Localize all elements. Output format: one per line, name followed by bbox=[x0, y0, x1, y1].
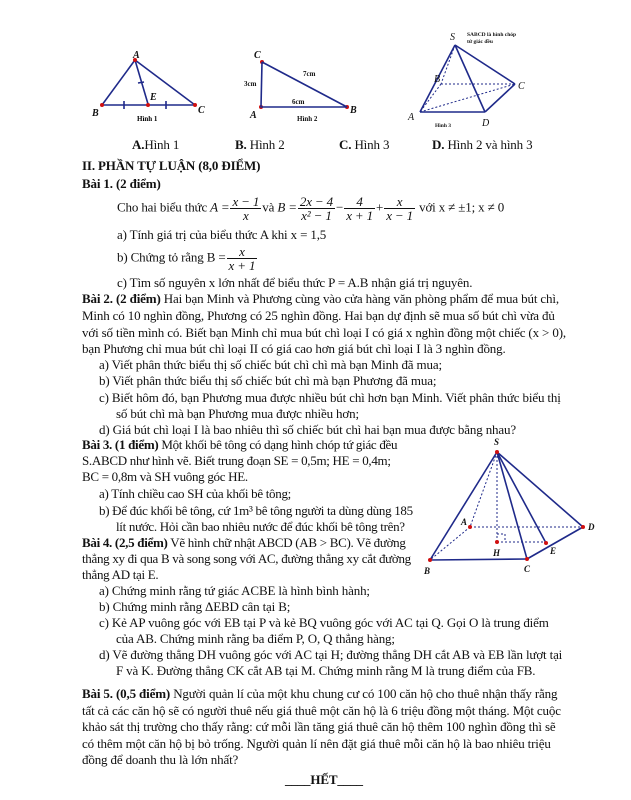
figure-3-caption: Hình 3 bbox=[435, 123, 452, 129]
bai1-title: Bài 1. (2 điểm) bbox=[82, 176, 161, 191]
bai1-a: a) Tính giá trị của biểu thức A khi x = 1,5 bbox=[117, 227, 327, 242]
label-b: B bbox=[424, 566, 431, 576]
label-a: A bbox=[133, 50, 140, 61]
label-c: C bbox=[198, 105, 205, 116]
bai4-line-1: Bài 4. (2,5 điểm) Vẽ hình chữ nhật ABCD (AB > BC). Vẽ đường bbox=[82, 535, 406, 550]
bai3-b: b) Để đúc khối bê tông, cứ 1m³ bê tông người ta dùng dùng 185 bbox=[99, 503, 413, 518]
label-b: B bbox=[434, 74, 441, 85]
bai4-line-3: thẳng AD tại E. bbox=[82, 567, 159, 582]
option-c[interactable]: C. Hình 3 bbox=[339, 137, 390, 152]
bai3-b-cont: lít nước. Hỏi cần bao nhiêu nước để đúc khối bê tông trên? bbox=[116, 519, 405, 534]
bai3-line-1: Bài 3. (1 điểm) Một khối bê tông có dạng hình chóp tứ giác đều bbox=[82, 437, 398, 452]
bai2-line-1: Bài 2. (2 điểm) Hai bạn Minh và Phương cùng vào cửa hàng văn phòng phẩm để mua bút chì, bbox=[82, 291, 559, 306]
bai3-a: a) Tính chiều cao SH của khối bê tông; bbox=[99, 486, 291, 501]
label-e: E bbox=[150, 92, 157, 103]
figure-3-note: SABCD là hình chóp bbox=[467, 32, 517, 38]
bai5-line-2: tất cả các căn hộ sẽ có người thuê nếu giá thuê một căn hộ là 6 triệu đồng một tháng. Một cuộc bbox=[82, 703, 561, 718]
bai2-a: a) Viết phân thức biểu thị số chiếc bút chì chì mà bạn Minh đã mua; bbox=[99, 357, 442, 372]
label-a: A bbox=[250, 110, 257, 121]
bai5-line-4: có thêm một căn hộ bị bỏ trống. Người quản lí nên đặt giá thuê mỗi căn hộ là bao nhiêu triệu bbox=[82, 736, 551, 751]
bai2-line-2: Minh có 10 nghìn đồng, Phương có 25 nghìn đồng. Hai bạn dự định sẽ mua số bút chì vừa đủ bbox=[82, 308, 555, 323]
side-bc-label: 7cm bbox=[303, 70, 316, 78]
bai4-c: c) Kẻ AP vuông góc với EB tại P và kẻ BQ vuông góc với AC tại Q. Gọi O là trung điểm bbox=[99, 615, 549, 630]
label-c: C bbox=[524, 564, 531, 574]
label-a: A bbox=[461, 517, 468, 527]
bai2-c: c) Biết hôm đó, bạn Phương mua được nhiều bút chì hơn bạn Minh. Viết phân thức biểu thị bbox=[99, 390, 561, 405]
label-c: C bbox=[518, 81, 525, 92]
option-d[interactable]: D. Hình 2 và hình 3 bbox=[432, 137, 533, 152]
side-ab-label: 6cm bbox=[292, 98, 305, 106]
label-s: S bbox=[494, 437, 500, 447]
bai3-line-2: S.ABCD như hình vẽ. Biết trung đoạn SE = 0,5m; HE = 0,4m; bbox=[82, 453, 391, 468]
figure-3-note-cont: tứ giác đều bbox=[467, 39, 493, 45]
bai4-line-2: thẳng xy đi qua B và song song với AC, đường thẳng xy cắt đường bbox=[82, 551, 411, 566]
bai1-b: b) Chứng tỏ rằng B = $\frac{x}{x + 1}$ bbox=[117, 244, 256, 273]
bai4-b: b) Chứng minh rằng ΔEBD cân tại B; bbox=[99, 599, 291, 614]
label-h: H bbox=[493, 548, 501, 558]
bai3-line-3: BC = 0,8m và SH vuông góc HE. bbox=[82, 469, 248, 484]
option-a[interactable]: A.Hình 1 bbox=[132, 137, 180, 152]
side-ac-label: 3cm bbox=[244, 80, 257, 88]
figure-2-caption: Hình 2 bbox=[297, 115, 318, 123]
bai4-d-cont: F và K. Đường thẳng CK cắt AB tại M. Chứng minh rằng M là trung điểm của FB. bbox=[116, 663, 536, 678]
bai4-d: d) Vẽ đường thẳng DH vuông góc với AC tại H; đường thẳng DH cắt AB và EB lần lượt tại bbox=[99, 647, 563, 662]
label-c: C bbox=[254, 50, 261, 61]
label-a: A bbox=[408, 112, 415, 123]
bai4-a: a) Chứng minh rằng tứ giác ACBE là hình bình hành; bbox=[99, 583, 370, 598]
label-b: B bbox=[350, 105, 357, 116]
figures-top bbox=[0, 0, 631, 135]
bai2-d: d) Giá bút chì loại I là bao nhiêu thì số chiếc bút chì hai bạn mua được bằng nhau? bbox=[99, 422, 516, 437]
bai5-line-1: Bài 5. (0,5 điểm) Người quản lí của một khu chung cư có 100 căn hộ cho thuê nhận thấy rằng bbox=[82, 686, 558, 701]
bai5-line-3: khảo sát thị trường cho thấy rằng: cứ mỗi lần tăng giá thuê căn hộ thêm 100 nghìn đồng thì sẽ bbox=[82, 719, 556, 734]
end-marker: ____HẾT____ bbox=[285, 772, 363, 787]
figure-1 bbox=[102, 60, 195, 109]
bai1-c: c) Tìm số nguyên x lớn nhất để biểu thức P = A.B nhận giá trị nguyên. bbox=[117, 275, 473, 290]
bai1-intro: Cho hai biểu thức A = $\frac{x - 1}{x}$ và B = $\frac{2x - 4}{\text{x² − 1}}$ − $\frac{4}{x + 1}$ + $\frac{x}{x - 1}$ với x ≠ ±1; x ≠ 0 bbox=[117, 194, 505, 223]
label-d: D bbox=[482, 118, 490, 129]
bai2-c-cont: số bút chì mà bạn Phương mua được nhiều hơn; bbox=[116, 406, 359, 421]
section-title: II. PHẦN TỰ LUẬN (8,0 ĐIỂM) bbox=[82, 158, 261, 173]
label-s: S bbox=[450, 32, 455, 43]
bai2-line-3: với số tiền mình có. Biết bạn Minh chỉ mua bút chì loại I có giá x nghìn đồng một chiếc (x > 0), bbox=[82, 325, 566, 340]
bai4-c-cont: của AB. Chứng minh rằng ba điểm P, O, Q thẳng hàng; bbox=[116, 631, 395, 646]
bai2-b: b) Viết phân thức biểu thị số chiếc bút chì mà bạn Phương đã mua; bbox=[99, 373, 437, 388]
bai2-line-4: bạn Phương chỉ mua bút chì loại II có giá cao hơn giá bút chì loại I là 3 nghìn đồng. bbox=[82, 341, 506, 356]
bai5-line-5: đồng để doanh thu là lớn nhất? bbox=[82, 752, 239, 767]
label-e: E bbox=[550, 546, 557, 556]
label-b: B bbox=[92, 108, 99, 119]
figure-1-caption: Hình 1 bbox=[137, 115, 158, 123]
option-b[interactable]: B. Hình 2 bbox=[235, 137, 285, 152]
label-d: D bbox=[588, 522, 595, 532]
